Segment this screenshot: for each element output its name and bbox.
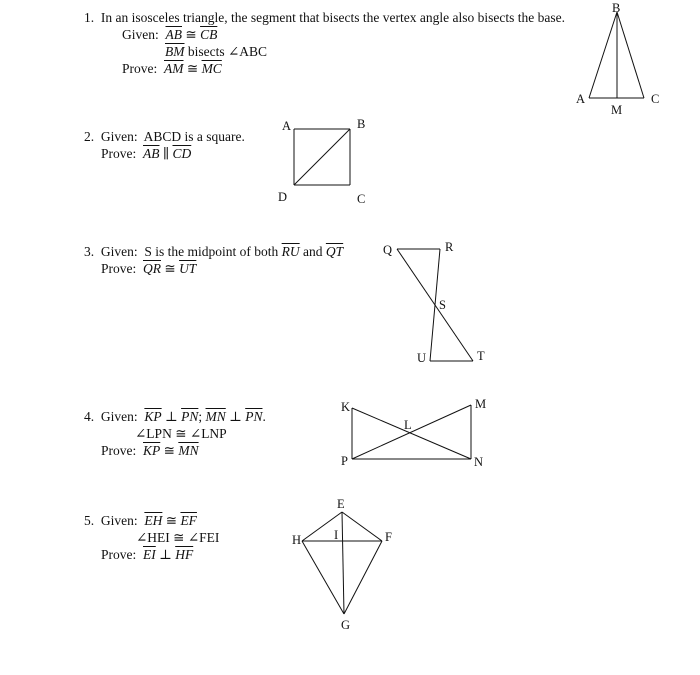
problem-5-given-1: 5. Given: $\overline{EH}$ ≅ $\overline{EF}$	[84, 513, 197, 528]
figure-3-bowtie	[397, 249, 473, 361]
problem-2-given: 2. Given: ABCD is a square.	[84, 129, 245, 144]
problem-1-given-1: Given: $\overline{AB}$ ≅ $\overline{CB}$	[122, 27, 218, 42]
fig4-label-L: L	[404, 418, 412, 432]
segment-FG	[344, 541, 382, 614]
fig1-label-M: M	[611, 103, 623, 117]
fig4-label-M: M	[475, 397, 487, 411]
segment-EG	[342, 512, 344, 614]
fig5-label-H: H	[292, 533, 302, 547]
fig3-label-U: U	[417, 351, 427, 365]
fig2-label-C: C	[357, 192, 366, 206]
problem-1-statement: 1. In an isosceles triangle, the segment that bisects the vertex angle also bisects the base.	[84, 10, 565, 25]
problem-3-given: 3. Given: S is the midpoint of both $\overline{RU}$ and $\overline{QT}$	[84, 244, 344, 259]
fig5-label-I: I	[334, 528, 339, 542]
figure-5-kite	[302, 512, 382, 614]
problem-2-prove: Prove: $\overline{AB}$ ∥ $\overline{CD}$	[101, 146, 192, 161]
figure-1-triangle	[589, 12, 644, 98]
segment-AB	[589, 12, 617, 98]
fig1-label-C: C	[651, 92, 660, 106]
problem-3-prove: Prove: $\overline{QR}$ ≅ $\overline{UT}$	[101, 261, 197, 276]
figure-4-figure	[352, 405, 471, 459]
segment-CB	[617, 12, 644, 98]
problem-5-prove: Prove: $\overline{EI}$ ⊥ $\overline{HF}$	[101, 547, 194, 562]
fig4-label-N: N	[474, 455, 484, 469]
fig1-label-A: A	[576, 92, 586, 106]
figure-2-square	[294, 129, 350, 185]
problem-1-given-2: $\overline{BM}$ bisects ∠ABC	[165, 44, 268, 59]
problem-4-prove: Prove: $\overline{KP}$ ≅ $\overline{MN}$	[101, 443, 199, 458]
fig3-label-T: T	[477, 349, 485, 363]
fig4-label-P: P	[341, 454, 348, 468]
fig2-label-A: A	[282, 119, 292, 133]
fig4-label-K: K	[341, 400, 351, 414]
fig3-label-Q: Q	[383, 243, 393, 257]
fig2-label-D: D	[278, 190, 288, 204]
fig2-label-B: B	[357, 117, 366, 131]
fig5-label-E: E	[337, 497, 345, 511]
problem-1-prove: Prove: $\overline{AM}$ ≅ $\overline{MC}$	[122, 61, 222, 76]
problem-4-given-2: ∠LPN ≅ ∠LNP	[135, 426, 227, 441]
fig5-label-G: G	[341, 618, 351, 632]
problem-4-given-1: 4. Given: $\overline{KP}$ ⊥ $\overline{PN}$; $\overline{MN}$ ⊥ $\overline{PN}$.	[84, 409, 266, 424]
fig3-label-R: R	[445, 240, 454, 254]
fig3-label-S: S	[439, 298, 446, 312]
fig1-label-B: B	[612, 1, 621, 15]
fig5-label-F: F	[385, 530, 392, 544]
segment-EF	[342, 512, 382, 541]
problem-5-given-2: ∠HEI ≅ ∠FEI	[136, 530, 220, 545]
diagonal-DB	[294, 129, 350, 185]
segment-HG	[302, 541, 344, 614]
